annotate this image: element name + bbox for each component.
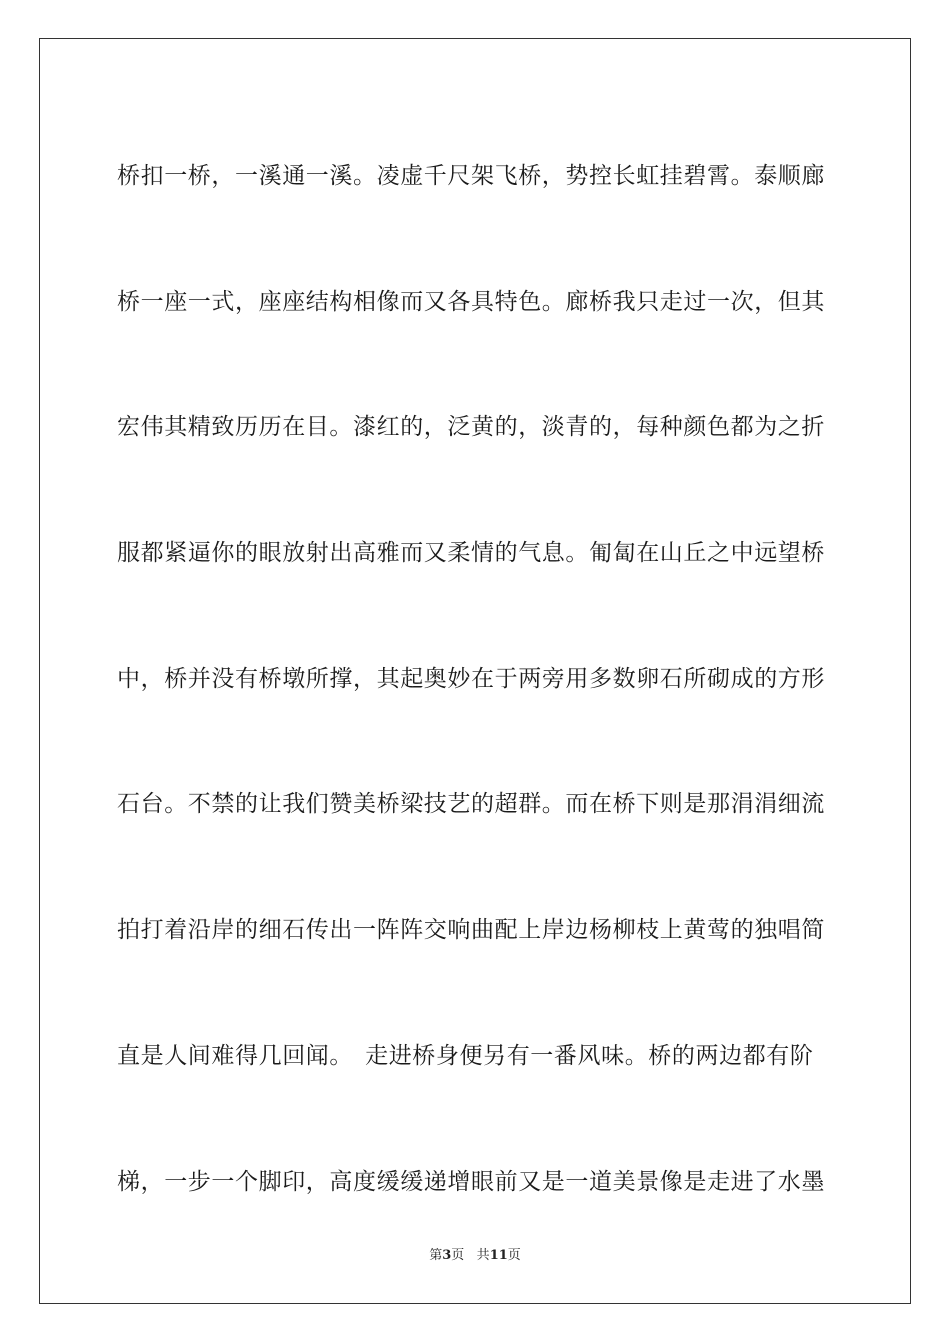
page-number-suffix: 页	[451, 1248, 465, 1263]
page-number-prefix: 第	[429, 1248, 443, 1263]
total-pages-suffix: 页	[507, 1248, 521, 1263]
text-line: 服都紧逼你的眼放射出高雅而又柔情的气息。匍匐在山丘之中远望桥	[117, 540, 825, 567]
text-line: 中，桥并没有桥墩所撑，其起奥妙在于两旁用多数卵石所砌成的方形	[117, 665, 825, 692]
text-line: 拍打着沿岸的细石传出一阵阵交响曲配上岸边杨柳枝上黄莺的独唱简	[117, 917, 825, 944]
text-line: 宏伟其精致历历在目。漆红的，泛黄的，淡青的，每种颜色都为之折	[117, 414, 825, 441]
text-line: 桥扣一桥，一溪通一溪。凌虚千尺架飞桥，势控长虹挂碧霄。泰顺廊	[117, 163, 825, 189]
text-line: 直是人间难得几回闻。 走进桥身便另有一番风味。桥的两边都有阶	[117, 1042, 814, 1069]
page-footer	[0, 1246, 950, 1266]
text-line: 梯，一步一个脚印，高度缓缓递增眼前又是一道美景像是走进了水墨	[117, 1168, 825, 1195]
text-line: 石台。不禁的让我们赞美桥梁技艺的超群。而在桥下则是那涓涓细流	[117, 791, 825, 818]
total-pages: 11	[489, 1248, 508, 1263]
total-pages-prefix: 共	[476, 1248, 490, 1263]
page-number: 3	[442, 1248, 452, 1263]
document-body	[117, 122, 833, 1276]
text-line: 桥一座一式，座座结构相像而又各具特色。廊桥我只走过一次，但其	[117, 288, 825, 315]
